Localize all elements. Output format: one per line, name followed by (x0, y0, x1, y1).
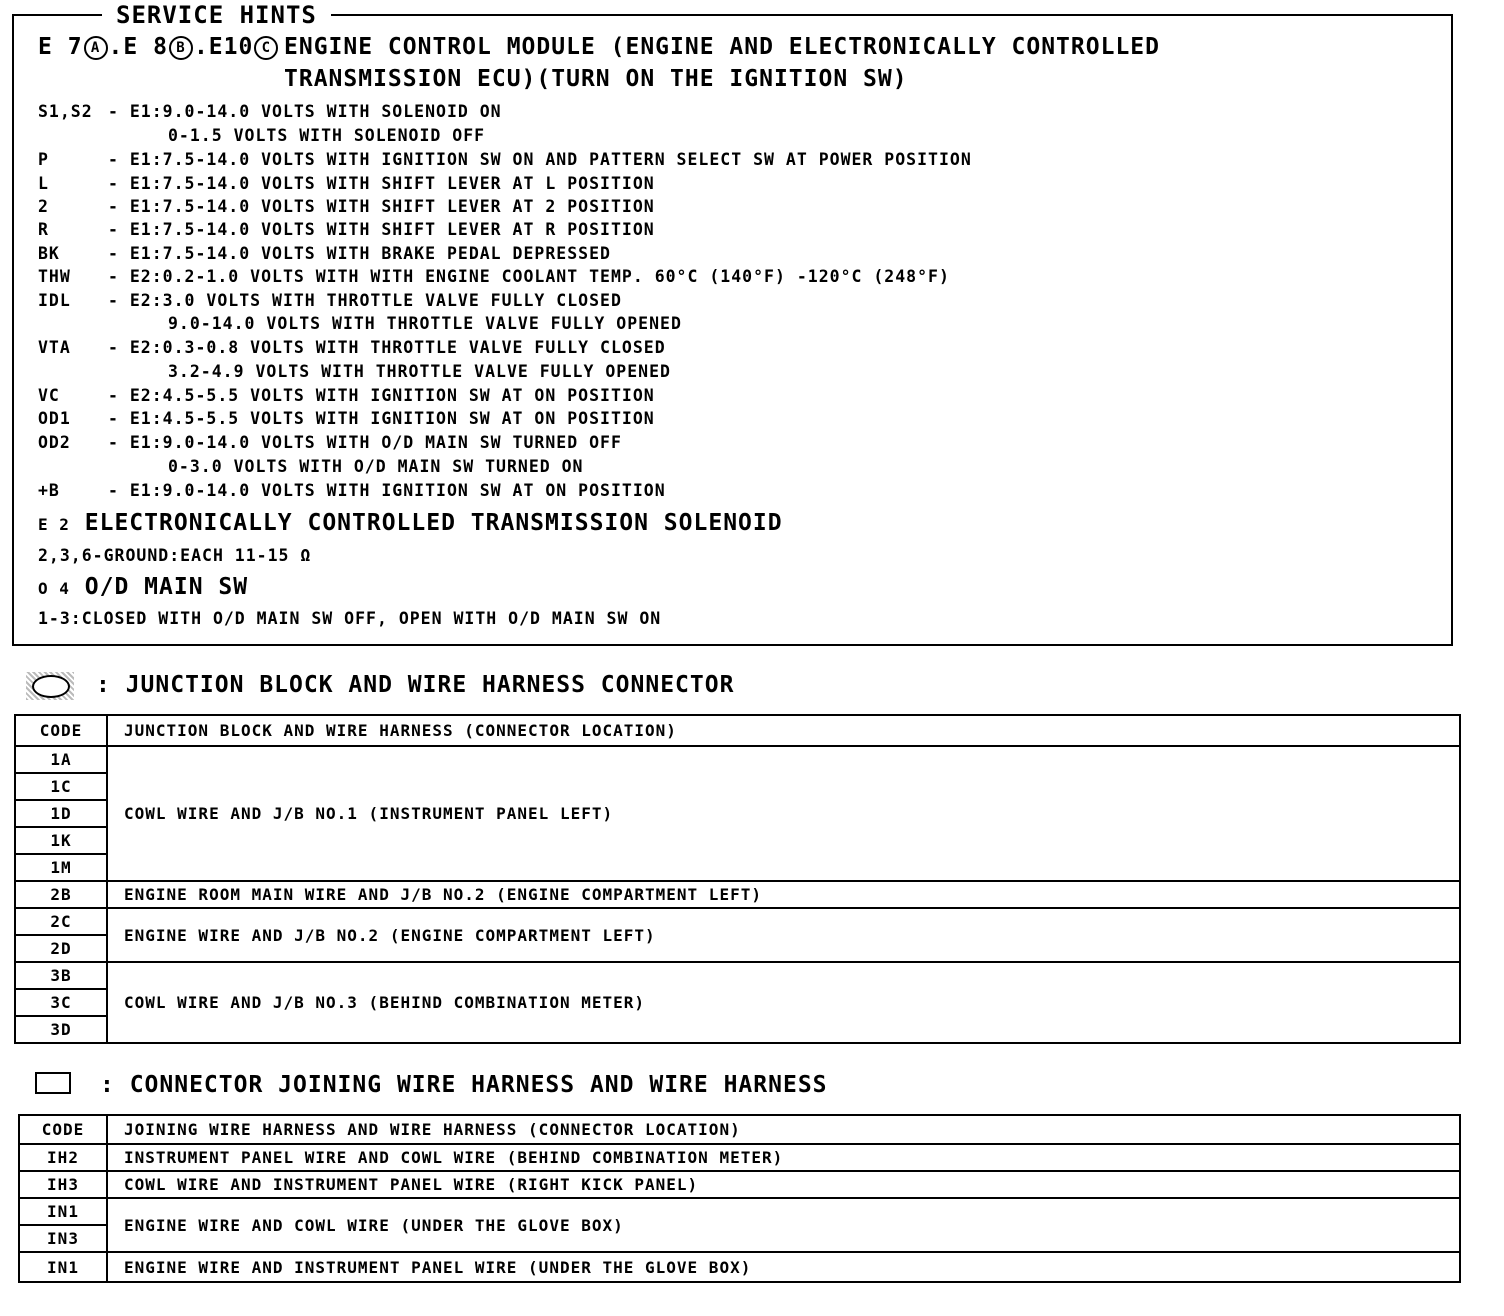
code-cell: 2B (15, 881, 107, 908)
joining-table (18, 1114, 1461, 1283)
code-cell: 2D (15, 935, 107, 962)
hint-cont: 3.2-4.9 VOLTS WITH THROTTLE VALVE FULLY OPENED (168, 362, 671, 381)
hint-pin: OD1 (38, 409, 71, 428)
hint-cont: 0-1.5 VOLTS WITH SOLENOID OFF (168, 126, 486, 145)
solenoid-heading (38, 510, 783, 536)
table-row (19, 1171, 1460, 1198)
hint-pin: R (38, 220, 49, 239)
table-row (19, 1144, 1460, 1171)
service-hints-box (12, 1, 1453, 646)
hint-pin: VTA (38, 338, 71, 357)
solenoid-spec: 2,3,6-GROUND:EACH 11-15 Ω (38, 546, 312, 565)
hint-desc: - E1:7.5-14.0 VOLTS WITH IGNITION SW ON AND PATTERN SELECT SW AT POWER POSITION (108, 150, 972, 169)
table-row (15, 881, 1460, 908)
ecm-code-prefix: .E 8 (108, 34, 168, 60)
location-cell: COWL WIRE AND J/B NO.1 (INSTRUMENT PANEL LEFT) (107, 746, 1460, 881)
ecm-code-prefix: E 7 (38, 34, 83, 60)
hint-desc: - E1:9.0-14.0 VOLTS WITH IGNITION SW AT ON POSITION (108, 481, 666, 500)
header-code: CODE (15, 715, 107, 746)
hint-pin: P (38, 150, 49, 169)
code-cell: 1C (15, 773, 107, 800)
od-main-title: O/D MAIN SW (84, 574, 249, 600)
table-header-row (19, 1115, 1460, 1144)
hint-desc: - E2:0.3-0.8 VOLTS WITH THROTTLE VALVE FULLY CLOSED (108, 338, 666, 357)
code-cell: 1A (15, 746, 107, 773)
hint-pin: BK (38, 244, 60, 263)
junction-table (14, 714, 1461, 1044)
circle-marker: A (84, 36, 108, 60)
hint-desc: - E1:9.0-14.0 VOLTS WITH SOLENOID ON (108, 102, 502, 121)
hint-pin: THW (38, 267, 71, 286)
hint-desc: - E2:3.0 VOLTS WITH THROTTLE VALVE FULLY CLOSED (108, 291, 622, 310)
hint-cont: 9.0-14.0 VOLTS WITH THROTTLE VALVE FULLY OPENED (168, 314, 682, 333)
ecm-title-line2: TRANSMISSION ECU)(TURN ON THE IGNITION SW) (284, 66, 908, 92)
hint-desc: - E1:4.5-5.5 VOLTS WITH IGNITION SW AT ON POSITION (108, 409, 655, 428)
location-cell: INSTRUMENT PANEL WIRE AND COWL WIRE (BEHIND COMBINATION METER) (107, 1144, 1460, 1171)
service-hints-title: SERVICE HINTS (102, 2, 331, 28)
hint-desc: - E1:7.5-14.0 VOLTS WITH BRAKE PEDAL DEPRESSED (108, 244, 611, 263)
connector-rect-icon (35, 1072, 71, 1094)
header-desc: JOINING WIRE HARNESS AND WIRE HARNESS (CONNECTOR LOCATION) (107, 1115, 1460, 1144)
code-cell: 1D (15, 800, 107, 827)
od-main-code: O 4 (38, 579, 70, 598)
od-main-heading (38, 574, 248, 600)
hint-pin: OD2 (38, 433, 71, 452)
hint-desc: - E2:0.2-1.0 VOLTS WITH WITH ENGINE COOLANT TEMP. 60°C (140°F) -120°C (248°F) (108, 267, 950, 286)
hint-pin: 2 (38, 197, 49, 216)
header-desc: JUNCTION BLOCK AND WIRE HARNESS (CONNECTOR LOCATION) (107, 715, 1460, 746)
hint-desc: - E1:7.5-14.0 VOLTS WITH SHIFT LEVER AT 2 POSITION (108, 197, 655, 216)
hint-cont: 0-3.0 VOLTS WITH O/D MAIN SW TURNED ON (168, 457, 584, 476)
location-cell: ENGINE WIRE AND COWL WIRE (UNDER THE GLOVE BOX) (107, 1198, 1460, 1252)
location-cell: ENGINE WIRE AND J/B NO.2 (ENGINE COMPARTMENT LEFT) (107, 908, 1460, 962)
table-row (15, 746, 1460, 773)
hint-pin: +B (38, 481, 60, 500)
hint-pin: S1,S2 (38, 102, 93, 121)
junction-heading: : JUNCTION BLOCK AND WIRE HARNESS CONNECTOR (96, 672, 735, 698)
hint-pin: VC (38, 386, 60, 405)
header-code: CODE (19, 1115, 107, 1144)
code-cell: 1K (15, 827, 107, 854)
hint-desc: - E1:7.5-14.0 VOLTS WITH SHIFT LEVER AT L POSITION (108, 174, 655, 193)
hint-desc: - E1:9.0-14.0 VOLTS WITH O/D MAIN SW TURNED OFF (108, 433, 622, 452)
code-cell: IH2 (19, 1144, 107, 1171)
circle-marker: C (254, 36, 278, 60)
table-header-row (15, 715, 1460, 746)
table-row (15, 962, 1460, 989)
junction-oval-icon (26, 672, 74, 700)
location-cell: COWL WIRE AND J/B NO.3 (BEHIND COMBINATION METER) (107, 962, 1460, 1043)
code-cell: 2C (15, 908, 107, 935)
table-row (19, 1198, 1460, 1225)
hint-pin: L (38, 174, 49, 193)
solenoid-code: E 2 (38, 515, 70, 534)
location-cell: COWL WIRE AND INSTRUMENT PANEL WIRE (RIGHT KICK PANEL) (107, 1171, 1460, 1198)
location-cell: ENGINE WIRE AND INSTRUMENT PANEL WIRE (UNDER THE GLOVE BOX) (107, 1252, 1460, 1282)
ecm-code-group (38, 34, 279, 60)
code-cell: IH3 (19, 1171, 107, 1198)
code-cell: IN3 (19, 1225, 107, 1252)
solenoid-title: ELECTRONICALLY CONTROLLED TRANSMISSION SOLENOID (84, 510, 783, 536)
code-cell: 3B (15, 962, 107, 989)
code-cell: IN1 (19, 1198, 107, 1225)
hint-desc: - E1:7.5-14.0 VOLTS WITH SHIFT LEVER AT R POSITION (108, 220, 655, 239)
code-cell: 1M (15, 854, 107, 881)
ecm-title-line1: ENGINE CONTROL MODULE (ENGINE AND ELECTRONICALLY CONTROLLED (284, 34, 1160, 60)
code-cell: 3D (15, 1016, 107, 1043)
code-cell: IN1 (19, 1252, 107, 1282)
circle-marker: B (169, 36, 193, 60)
od-main-spec: 1-3:CLOSED WITH O/D MAIN SW OFF, OPEN WITH O/D MAIN SW ON (38, 609, 662, 628)
table-row (15, 908, 1460, 935)
ecm-code-prefix: .E10 (193, 34, 254, 60)
hint-desc: - E2:4.5-5.5 VOLTS WITH IGNITION SW AT ON POSITION (108, 386, 655, 405)
joining-heading: : CONNECTOR JOINING WIRE HARNESS AND WIRE HARNESS (100, 1072, 828, 1098)
table-row (19, 1252, 1460, 1282)
code-cell: 3C (15, 989, 107, 1016)
hint-pin: IDL (38, 291, 71, 310)
location-cell: ENGINE ROOM MAIN WIRE AND J/B NO.2 (ENGINE COMPARTMENT LEFT) (107, 881, 1460, 908)
